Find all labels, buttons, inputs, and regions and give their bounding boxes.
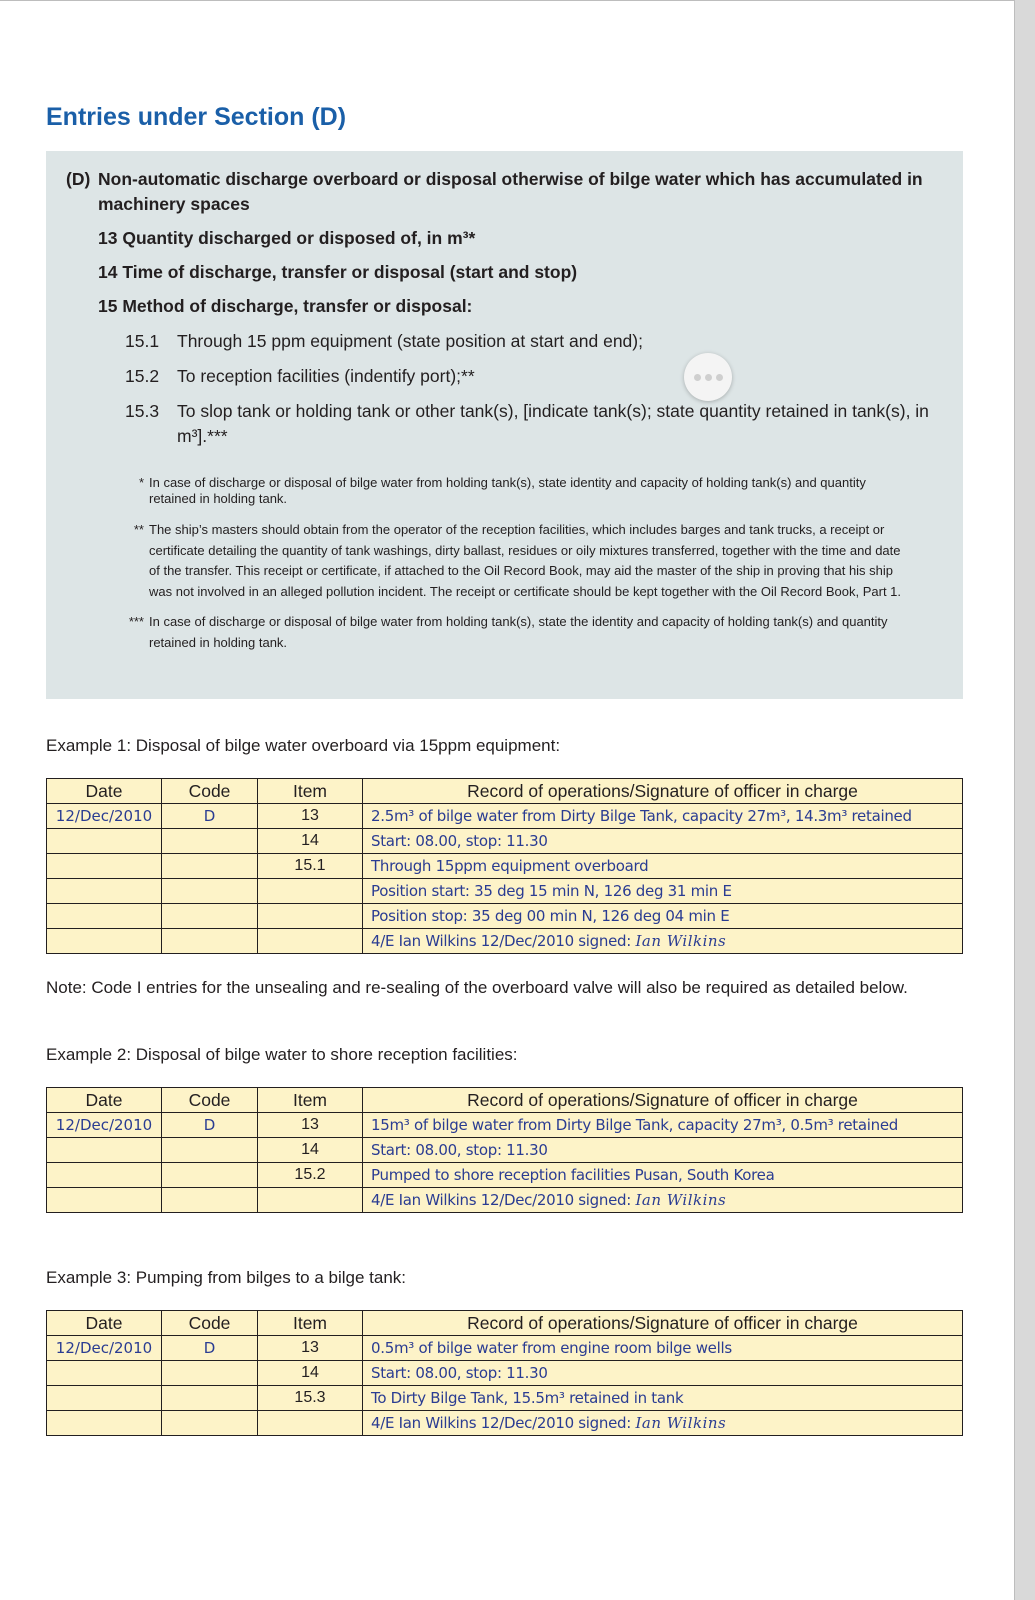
cell-record bbox=[363, 904, 963, 929]
header-item: Item bbox=[258, 1311, 363, 1336]
cell-date bbox=[47, 904, 162, 929]
cell-item bbox=[258, 1361, 363, 1386]
footnote-text: In case of discharge or disposal of bilge water from holding tank(s), state identity and capacity of holding tank(s) and quantity retained in holding tank. bbox=[149, 475, 866, 506]
cell-code bbox=[162, 1411, 258, 1436]
cell-code-text: D bbox=[203, 1339, 216, 1357]
dot bbox=[705, 374, 712, 381]
cell-item-text: 15.1 bbox=[294, 857, 326, 874]
subitem-15-3 bbox=[66, 399, 943, 449]
cell-code bbox=[162, 1386, 258, 1411]
cell-record bbox=[363, 854, 963, 879]
note-text: Note: Code I entries for the unsealing and re-sealing of the overboard valve will also be required as detailed below. bbox=[46, 978, 908, 997]
cell-record-text: Start: 08.00, stop: 11.30 bbox=[371, 1364, 548, 1382]
table-header-row bbox=[47, 1311, 963, 1336]
subitem-number: 15.2 bbox=[125, 366, 160, 386]
cell-date bbox=[47, 1411, 162, 1436]
header-record: Record of operations/Signature of officer in charge bbox=[363, 1311, 963, 1336]
example-3-caption: Example 3: Pumping from bilges to a bilge tank: bbox=[46, 1268, 407, 1287]
example-1-caption: Example 1: Disposal of bilge water overboard via 15ppm equipment: bbox=[46, 736, 561, 755]
footnote-1 bbox=[66, 475, 943, 507]
cell-date bbox=[47, 929, 162, 954]
dot bbox=[694, 374, 701, 381]
cell-item bbox=[258, 929, 363, 954]
cell-date bbox=[47, 1113, 162, 1138]
cell-record-text: 4/E Ian Wilkins 12/Dec/2010 signed: bbox=[371, 932, 631, 950]
table-row bbox=[47, 879, 963, 904]
section-title: Non-automatic discharge overboard or disposal otherwise of bilge water which has accumulated in machinery spaces bbox=[98, 169, 923, 214]
cell-item-text: 13 bbox=[301, 807, 319, 824]
item-14-heading: 14 Time of discharge, transfer or disposal (start and stop) bbox=[98, 262, 578, 282]
subitem-text: To slop tank or holding tank or other tank(s), [indicate tank(s); state quantity retained in tank(s), in m³].*** bbox=[177, 401, 929, 446]
cell-record bbox=[363, 1163, 963, 1188]
table-row bbox=[47, 854, 963, 879]
cell-item bbox=[258, 829, 363, 854]
header-record: Record of operations/Signature of officer in charge bbox=[363, 779, 963, 804]
cell-record bbox=[363, 1336, 963, 1361]
cell-item bbox=[258, 854, 363, 879]
table-header-row bbox=[47, 779, 963, 804]
cell-record-text: 4/E Ian Wilkins 12/Dec/2010 signed: bbox=[371, 1414, 631, 1432]
cell-item bbox=[258, 1188, 363, 1213]
subitem-15-1 bbox=[66, 329, 943, 354]
cell-date-text: 12/Dec/2010 bbox=[55, 1339, 153, 1357]
example-2-table bbox=[46, 1087, 963, 1213]
dot bbox=[716, 374, 723, 381]
footnote-text: In case of discharge or disposal of bilge water from holding tank(s), state the identity and capacity of holding tank(s) and quantity retained in holding tank. bbox=[149, 614, 888, 650]
header-code: Code bbox=[162, 1088, 258, 1113]
cell-record bbox=[363, 1361, 963, 1386]
table-row bbox=[47, 1163, 963, 1188]
cell-item-text: 15.2 bbox=[294, 1166, 326, 1183]
cell-code bbox=[162, 804, 258, 829]
cell-item bbox=[258, 1336, 363, 1361]
cell-item bbox=[258, 804, 363, 829]
subitem-text: To reception facilities (indentify port);** bbox=[177, 366, 475, 386]
footnote-mark: ** bbox=[133, 522, 144, 537]
more-horizontal-icon[interactable] bbox=[684, 353, 732, 401]
cell-record bbox=[363, 1188, 963, 1213]
header-item: Item bbox=[258, 779, 363, 804]
cell-code bbox=[162, 1163, 258, 1188]
footnote-2 bbox=[66, 520, 943, 602]
header-record: Record of operations/Signature of officer in charge bbox=[363, 1088, 963, 1113]
footnote-text: The ship’s masters should obtain from the operator of the reception facilities, which includes barges and tank trucks, a receipt or certificate detailing the quantity of tank washings, dirty ballast, residues or oily mixtures transferred, together with the time and date of the transfer. This receipt or certificate, if attached to the Oil Record Book, may aid the master of the ship in proving that his ship was not involved in an alleged pollution incident. The receipt or certificate should be kept together with the Oil Record Book, Part 1. bbox=[149, 522, 902, 599]
table-row bbox=[47, 829, 963, 854]
signature: Ian Wilkins bbox=[635, 1414, 727, 1432]
cell-date bbox=[47, 854, 162, 879]
cell-item-text: 13 bbox=[301, 1116, 319, 1133]
page-title: Entries under Section (D) bbox=[46, 103, 347, 131]
table-row bbox=[47, 1361, 963, 1386]
header-item: Item bbox=[258, 1088, 363, 1113]
cell-item bbox=[258, 1163, 363, 1188]
cell-record bbox=[363, 1386, 963, 1411]
cell-item bbox=[258, 1411, 363, 1436]
table-row bbox=[47, 1411, 963, 1436]
subitem-text: Through 15 ppm equipment (state position at start and end); bbox=[177, 331, 643, 351]
cell-item-text: 13 bbox=[301, 1339, 319, 1356]
cell-date bbox=[47, 1188, 162, 1213]
cell-record-text: Start: 08.00, stop: 11.30 bbox=[371, 1141, 548, 1159]
table-row bbox=[47, 1336, 963, 1361]
header-date: Date bbox=[47, 1311, 162, 1336]
table-row bbox=[47, 1188, 963, 1213]
cell-date bbox=[47, 879, 162, 904]
table-row bbox=[47, 929, 963, 954]
cell-code bbox=[162, 929, 258, 954]
table-row bbox=[47, 1113, 963, 1138]
cell-item bbox=[258, 879, 363, 904]
table-row bbox=[47, 804, 963, 829]
cell-item bbox=[258, 1386, 363, 1411]
header-date: Date bbox=[47, 779, 162, 804]
cell-code bbox=[162, 1361, 258, 1386]
cell-code bbox=[162, 1138, 258, 1163]
cell-record-text: To Dirty Bilge Tank, 15.5m³ retained in tank bbox=[371, 1389, 684, 1407]
footnote-mark: * bbox=[138, 475, 144, 490]
cell-record-text: 2.5m³ of bilge water from Dirty Bilge Tank, capacity 27m³, 14.3m³ retained bbox=[371, 807, 912, 825]
cell-record-text: Position stop: 35 deg 00 min N, 126 deg 04 min E bbox=[371, 907, 730, 925]
cell-code-text: D bbox=[203, 1116, 216, 1134]
cell-record-text: Pumped to shore reception facilities Pusan, South Korea bbox=[371, 1166, 775, 1184]
subitem-15-2 bbox=[66, 364, 943, 389]
cell-record bbox=[363, 1138, 963, 1163]
cell-record-text: 15m³ of bilge water from Dirty Bilge Tank, capacity 27m³, 0.5m³ retained bbox=[371, 1116, 898, 1134]
cell-date bbox=[47, 1336, 162, 1361]
footnote-3 bbox=[66, 612, 943, 653]
cell-record-text: 4/E Ian Wilkins 12/Dec/2010 signed: bbox=[371, 1191, 631, 1209]
header-date: Date bbox=[47, 1088, 162, 1113]
cell-date bbox=[47, 1386, 162, 1411]
cell-record-text: Start: 08.00, stop: 11.30 bbox=[371, 832, 548, 850]
cell-code-text: D bbox=[203, 807, 216, 825]
cell-record bbox=[363, 1113, 963, 1138]
cell-date-text: 12/Dec/2010 bbox=[55, 1116, 153, 1134]
cell-code bbox=[162, 904, 258, 929]
cell-date-text: 12/Dec/2010 bbox=[55, 807, 153, 825]
cell-item-text: 15.3 bbox=[294, 1389, 326, 1406]
cell-code bbox=[162, 829, 258, 854]
cell-date bbox=[47, 804, 162, 829]
cell-item bbox=[258, 1113, 363, 1138]
footnote-mark: *** bbox=[128, 614, 144, 629]
cell-record bbox=[363, 829, 963, 854]
example-2-caption: Example 2: Disposal of bilge water to shore reception facilities: bbox=[46, 1045, 518, 1064]
subitem-number: 15.3 bbox=[125, 401, 160, 421]
item-15-heading: 15 Method of discharge, transfer or disposal: bbox=[98, 296, 473, 316]
signature: Ian Wilkins bbox=[635, 1191, 727, 1209]
example-1-table bbox=[46, 778, 963, 954]
cell-item bbox=[258, 1138, 363, 1163]
cell-date bbox=[47, 1163, 162, 1188]
cell-record bbox=[363, 929, 963, 954]
cell-date bbox=[47, 1138, 162, 1163]
example-3-table bbox=[46, 1310, 963, 1436]
cell-item-text: 14 bbox=[301, 1141, 319, 1158]
cell-item bbox=[258, 904, 363, 929]
cell-code bbox=[162, 879, 258, 904]
header-code: Code bbox=[162, 779, 258, 804]
cell-date bbox=[47, 829, 162, 854]
cell-code bbox=[162, 854, 258, 879]
regulation-box bbox=[46, 151, 963, 699]
header-code: Code bbox=[162, 1311, 258, 1336]
cell-record-text: 0.5m³ of bilge water from engine room bilge wells bbox=[371, 1339, 732, 1357]
cell-code bbox=[162, 1113, 258, 1138]
table-row bbox=[47, 1386, 963, 1411]
signature: Ian Wilkins bbox=[635, 932, 727, 950]
cell-record bbox=[363, 1411, 963, 1436]
cell-record-text: Position start: 35 deg 15 min N, 126 deg 31 min E bbox=[371, 882, 732, 900]
item-13-heading: 13 Quantity discharged or disposed of, in m³* bbox=[98, 228, 476, 248]
table-row bbox=[47, 904, 963, 929]
cell-item-text: 14 bbox=[301, 1364, 319, 1381]
section-heading bbox=[66, 167, 943, 217]
table-row bbox=[47, 1138, 963, 1163]
section-label: (D) bbox=[66, 169, 91, 189]
cell-item-text: 14 bbox=[301, 832, 319, 849]
cell-record bbox=[363, 879, 963, 904]
cell-date bbox=[47, 1361, 162, 1386]
table-header-row bbox=[47, 1088, 963, 1113]
cell-code bbox=[162, 1188, 258, 1213]
subitem-number: 15.1 bbox=[125, 331, 160, 351]
cell-record-text: Through 15ppm equipment overboard bbox=[371, 857, 649, 875]
cell-code bbox=[162, 1336, 258, 1361]
cell-record bbox=[363, 804, 963, 829]
